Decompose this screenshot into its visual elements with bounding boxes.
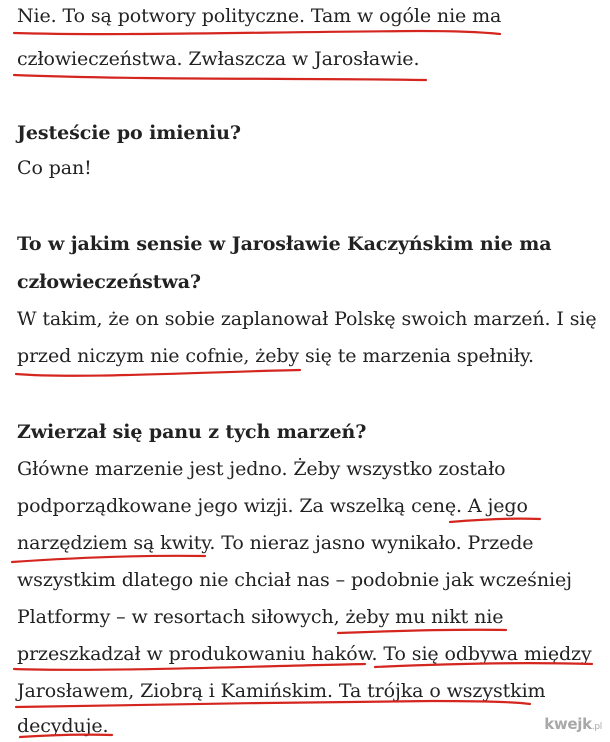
question-line: To w jakim sensie w Jarosławie Kaczyńskim nie ma	[17, 233, 552, 255]
question-line: Jesteście po imieniu?	[17, 122, 241, 144]
kwejk-watermark-logo: kwejk.pl	[544, 715, 602, 733]
answer-line: przeszkadzał w produkowaniu haków. To się odbywa między	[17, 643, 592, 665]
answer-line: człowieczeństwa. Zwłaszcza w Jarosławie.	[17, 48, 420, 70]
answer-line: podporządkowane jego wizji. Za wszelką cenę. A jego	[17, 495, 528, 517]
answer-line: wszystkim dlatego nie chciał nas – podobnie jak wcześniej	[17, 569, 572, 591]
underline-stroke	[14, 31, 500, 34]
underline-stroke	[450, 519, 540, 522]
answer-line: decyduje.	[17, 715, 109, 737]
answer-line: Co pan!	[17, 157, 92, 179]
answer-line: przed niczym nie cofnie, żeby się te marzenia spełniły.	[17, 345, 534, 367]
underline-stroke	[14, 75, 426, 80]
underline-stroke	[12, 556, 205, 562]
answer-line: Platformy – w resortach siłowych, żeby mu nikt nie	[17, 606, 504, 628]
answer-line: Główne marzenie jest jedno. Żeby wszystko zostało	[17, 458, 506, 480]
answer-line: Jarosławem, Ziobrą i Kamińskim. Ta trójka o wszystkim	[17, 680, 546, 702]
question-line: człowieczeństwa?	[17, 271, 201, 293]
answer-line: W takim, że on sobie zaplanował Polskę swoich marzeń. I się	[17, 308, 597, 330]
question-line: Zwierzał się panu z tych marzeń?	[17, 421, 367, 443]
answer-line: Nie. To są potwory polityczne. Tam w ogóle nie ma	[17, 5, 502, 27]
underline-stroke	[16, 370, 300, 376]
underline-stroke	[338, 630, 506, 633]
answer-line: narzędziem są kwity. To nieraz jasno wynikało. Przede	[17, 532, 534, 554]
